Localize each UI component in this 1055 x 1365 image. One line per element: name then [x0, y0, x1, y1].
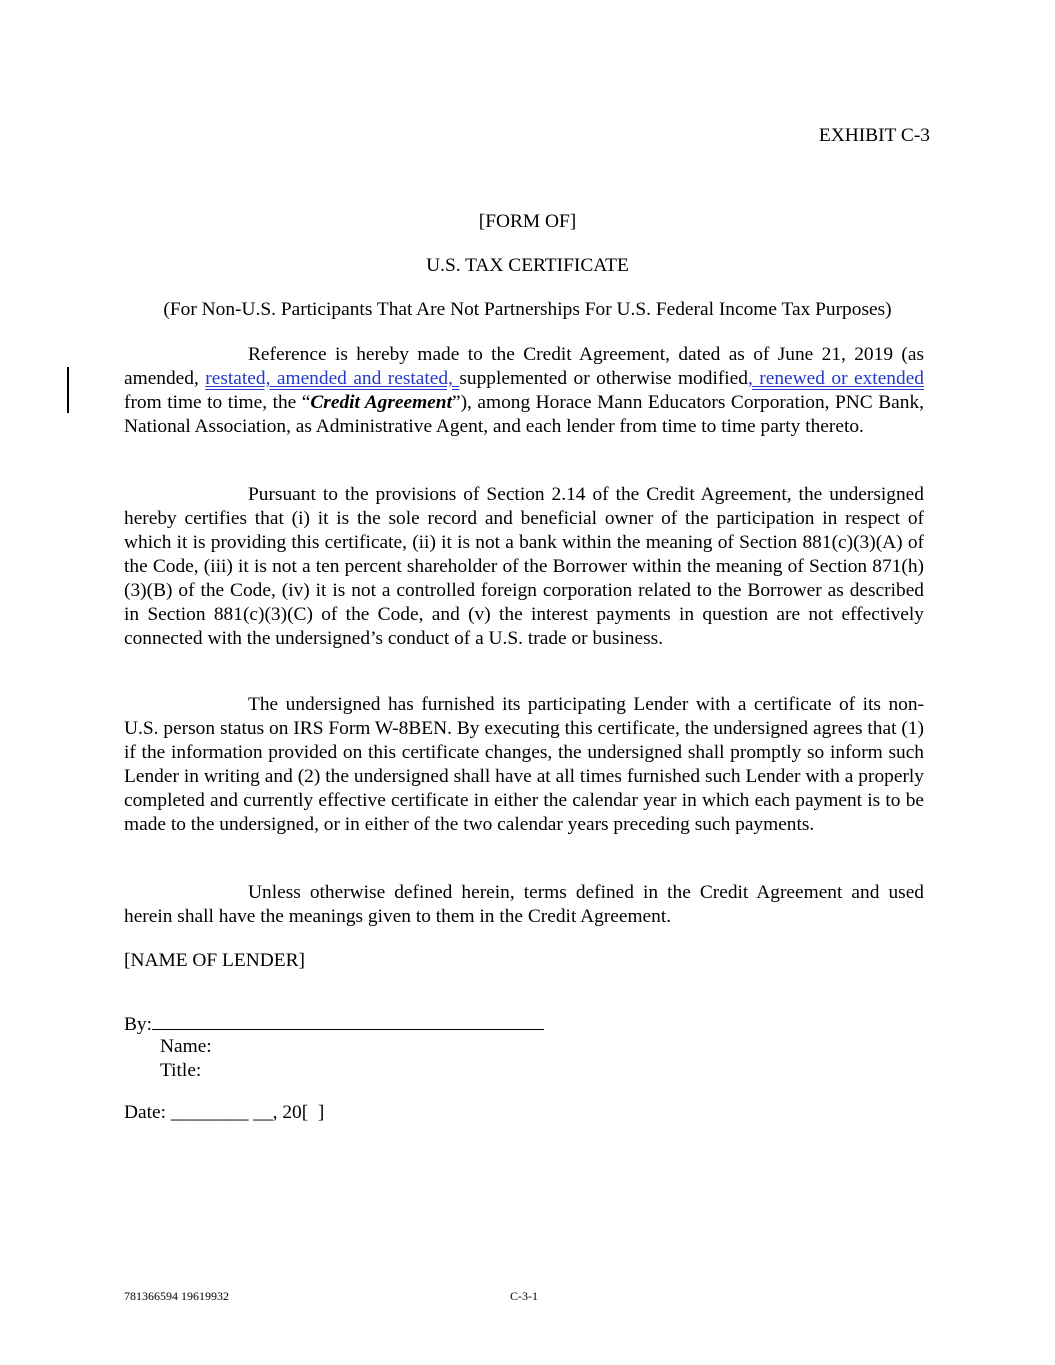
certificate-title: U.S. TAX CERTIFICATE — [426, 255, 629, 276]
footer-document-id: 781366594 19619932 — [124, 1289, 229, 1303]
paragraph-text: Pursuant to the provisions of Section 2.14 of the Credit Agreement, the undersigned hereby certifies that (i) it is the sole record and beneficial owner of the participation in respect of which it is providing this certificate, (ii) it is not a bank within the meaning of Section 881(c)(3)(A) of the Code, (iii) it is not a ten percent shareholder of the Borrower within the meaning of Section 871(h)(3)(B) of the Code, (iv) it is not a controlled foreign corporation related to the Borrower as described in Section 881(c)(3)(C) of the Code, and (v) the interest payments in question are not effectively connected with the undersigned’s conduct of a U.S. trade or business. — [124, 484, 924, 649]
text-segment: supplemented or otherwise modified — [459, 368, 748, 389]
title-label: Title: — [160, 1060, 202, 1081]
signature-by-row — [124, 1011, 544, 1037]
paragraph-text: Unless otherwise defined herein, terms defined in the Credit Agreement and used herein shall have the meanings given to them in the Credit Agreement. — [124, 882, 924, 927]
inserted-text: , renewed or extended — [747, 368, 924, 389]
paragraph-w8ben — [124, 693, 924, 837]
certificate-subtitle: (For Non-U.S. Participants That Are Not Partnerships For U.S. Federal Income Tax Purposes) — [163, 299, 892, 320]
text-segment: Reference is hereby made to the Credit Agreement, dated as of June 21, 2019 (as amended, — [124, 344, 924, 389]
text-segment: ”), among Horace Mann Educators Corporation, PNC Bank, National Association, as Administrative Agent, and each lender from time to time party thereto. — [124, 392, 924, 437]
name-label: Name: — [160, 1036, 212, 1057]
lender-name-placeholder: [NAME OF LENDER] — [124, 950, 305, 971]
revision-change-bar — [67, 367, 69, 413]
form-of-heading: [FORM OF] — [478, 211, 577, 232]
paragraph-text: The undersigned has furnished its participating Lender with a certificate of its non-U.S. person status on IRS Form W-8BEN. By executing this certificate, the undersigned agrees that (1) if the information provided on this certificate changes, the undersigned shall promptly so inform such Lender in writing and (2) the undersigned shall have at all times furnished such Lender with a properly completed and currently effective certificate in either the calendar year in which each payment is to be made to the undersigned, or in either of the two calendar years preceding such payments. — [124, 694, 924, 835]
inserted-text: restated, amended and restated, — [205, 368, 460, 389]
signature-line — [152, 1011, 544, 1030]
paragraph-reference — [124, 343, 924, 439]
defined-term: Credit Agreement — [310, 392, 452, 413]
paragraph-definitions — [124, 881, 924, 929]
exhibit-label: EXHIBIT C-3 — [818, 125, 930, 146]
by-label: By: — [124, 1014, 153, 1035]
paragraph-certification — [124, 483, 924, 651]
footer-page-number: C-3-1 — [510, 1289, 538, 1303]
date-line: Date: ________ __, 20[ ] — [124, 1102, 325, 1123]
text-segment: from time to time, the “ — [124, 392, 311, 413]
